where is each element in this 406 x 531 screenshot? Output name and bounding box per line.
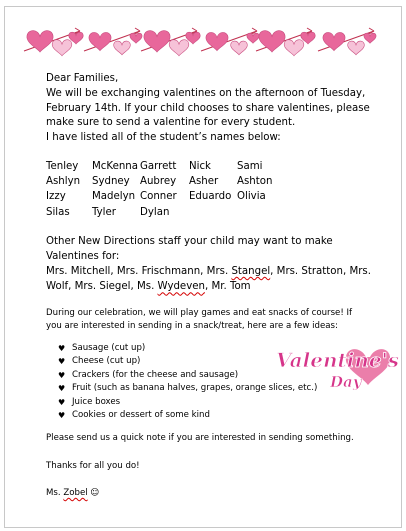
student-name: Eduardo <box>189 191 232 203</box>
logo-text-valentines: Valentine's <box>276 348 399 372</box>
intro-line: February 14th. If your child chooses to share valentines, please <box>46 102 370 114</box>
snack-text: Cookies or dessert of some kind <box>72 410 210 421</box>
student-name: Garrett <box>140 160 177 172</box>
student-name: Aubrey <box>140 176 177 188</box>
student-name: Tyler <box>92 206 116 218</box>
student-name: Ashton <box>237 176 273 188</box>
signature <box>46 487 386 500</box>
note-line: Please send us a quick note if you are interested in sending something. <box>46 433 354 444</box>
celebration-line: you are interested in sending in a snack/treat, here are a few ideas: <box>46 320 338 331</box>
snack-text: Sausage (cut up) <box>72 343 146 354</box>
student-name: Dylan <box>140 206 170 218</box>
staff-text: Wolf, Mrs. Siegel, Ms. <box>46 281 158 293</box>
names-row <box>46 205 386 220</box>
student-name: Izzy <box>46 191 66 203</box>
staff-line: Other New Directions staff your child may want to make <box>46 235 333 247</box>
heart-icon <box>130 33 142 43</box>
heart-icon <box>364 33 376 43</box>
heart-icon <box>348 41 365 55</box>
student-name: Silas <box>46 206 70 218</box>
student-name: Asher <box>189 176 219 188</box>
snack-text: Crackers (for the cheese and sausage) <box>72 369 239 380</box>
spellcheck-word: Stangel <box>231 266 271 278</box>
celebration-paragraph <box>46 307 386 333</box>
staff-line <box>46 264 386 279</box>
heart-bullet-icon: ♥ <box>58 370 66 380</box>
student-name: Tenley <box>46 160 79 172</box>
heart-bullet-icon: ♥ <box>58 344 66 354</box>
names-row <box>46 174 386 189</box>
list-item <box>58 409 386 422</box>
heart-icon <box>247 33 259 43</box>
intro-line: Dear Families, <box>46 73 119 84</box>
logo-text-day: Day <box>330 373 362 391</box>
snack-text: Juice boxes <box>72 396 121 407</box>
staff-text: , Mrs. Stratton, Mrs. <box>270 266 371 278</box>
student-name: Conner <box>140 191 177 203</box>
intro-line: make sure to send a valentine for every student. <box>46 117 296 129</box>
intro-paragraph <box>46 72 386 146</box>
signature-name: Zobel <box>63 487 88 498</box>
heart-bullet-icon: ♥ <box>58 411 66 421</box>
heart-icon <box>114 41 131 55</box>
intro-line: We will be exchanging valentines on the afternoon of Tuesday, <box>46 87 366 99</box>
student-name: Sydney <box>92 176 130 188</box>
heart-bullet-icon: ♥ <box>58 397 66 407</box>
valentines-day-logo <box>270 337 400 399</box>
signature-prefix: Ms. <box>46 487 64 498</box>
staff-line: Valentines for: <box>46 251 120 262</box>
student-name: Sami <box>237 160 263 172</box>
student-name: Nick <box>189 160 211 172</box>
student-name: McKenna <box>92 160 138 172</box>
names-row <box>46 189 386 204</box>
heart-bullet-icon: ♥ <box>58 357 66 367</box>
student-name: Olivia <box>237 191 266 203</box>
heart-icon <box>231 41 248 55</box>
heart-icon <box>169 40 189 56</box>
hearts-banner <box>22 23 384 63</box>
staff-paragraph <box>46 234 386 295</box>
spellcheck-word: Wydeven <box>157 281 205 293</box>
intro-line: I have listed all of the student’s names below: <box>46 132 281 144</box>
letter-body <box>46 72 386 500</box>
snack-text: Cheese (cut up) <box>72 356 141 367</box>
student-names-grid <box>46 159 386 220</box>
heart-bullet-icon: ♥ <box>58 384 66 394</box>
heart-icon <box>52 40 72 56</box>
snack-text: Fruit (such as banana halves, grapes, orange slices, etc.) <box>72 383 318 394</box>
staff-text: Mrs. Mitchell, Mrs. Frischmann, Mrs. <box>46 266 232 278</box>
student-name: Ashlyn <box>46 176 81 188</box>
thanks-line: Thanks for all you do! <box>46 460 140 471</box>
smiley-icon: ☺ <box>87 487 100 498</box>
celebration-line: During our celebration, we will play games and eat snacks of course! If <box>46 307 353 318</box>
heart-icon <box>284 40 304 56</box>
student-name: Madelyn <box>92 191 136 203</box>
staff-line <box>46 279 386 294</box>
staff-text: , Mr. Tom <box>204 281 251 293</box>
names-row <box>46 159 386 174</box>
